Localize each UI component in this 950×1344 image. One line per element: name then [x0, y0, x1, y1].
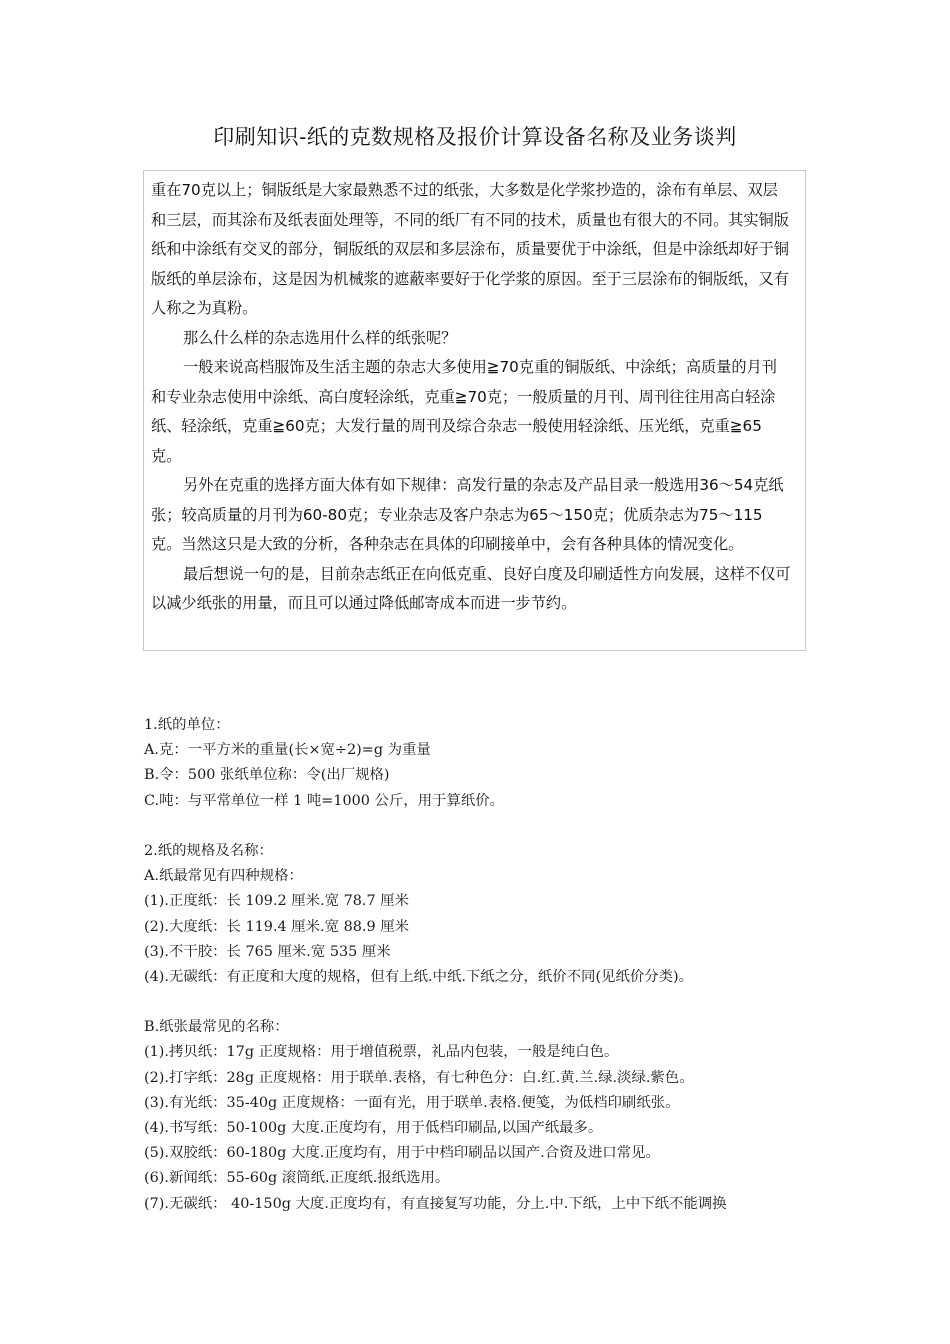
sub-heading: B.纸张最常见的名称：: [144, 1019, 289, 1036]
excerpt-paragraph: 那么什么样的杂志选用什么样的纸张呢？: [183, 328, 457, 347]
list-item: (2).打字纸：28g 正度规格：用于联单.表格，有七种色分：白.红.黄.兰.绿.淡绿.紫色。: [144, 1069, 694, 1086]
list-item: A.克：一平方米的重量(长×宽÷2)=g 为重量: [144, 742, 431, 759]
list-item: C.吨：与平常单位一样 1 吨=1000 公斤，用于算纸价。: [144, 792, 505, 809]
excerpt-paragraph: 另外在克重的选择方面大体有如下规律：高发行量的杂志及产品目录一般选用36～54克纸张；较高质量的月刊为60-80克；专业杂志及客户杂志为65～150克；优质杂志为75～115克。当然这只是大致的分析，各种杂志在具体的印刷接单中，会有各种具体的情况变化。: [151, 476, 784, 553]
list-item: B.令：500 张纸单位称：令(出厂规格): [144, 767, 390, 784]
spacer: [144, 990, 814, 1015]
excerpt-paragraph: 最后想说一句的是，目前杂志纸正在向低克重、良好白度及印刷适性方向发展，这样不仅可以减少纸张的用量，而且可以通过降低邮寄成本而进一步节约。: [151, 564, 791, 612]
section-heading-units: 1.纸的单位：: [144, 717, 230, 733]
quoted-excerpt: [143, 170, 806, 651]
list-item: (4).书写纸：50-100g 大度.正度均有，用于低档印刷品,以国产纸最多。: [144, 1120, 603, 1136]
list-item: (6).新闻纸：55-60g 滚筒纸.正度纸.报纸选用。: [144, 1170, 450, 1187]
spacer: [144, 814, 814, 839]
excerpt-paragraph: 重在70克以上；铜版纸是大家最熟悉不过的纸张，大多数是化学浆抄造的，涂布有单层、双层和三层，而其涂布及纸表面处理等，不同的纸厂有不同的技术，质量也有很大的不同。其实铜版纸和中涂纸有交叉的部分，铜版纸的双层和多层涂布，质量要优于中涂纸，但是中涂纸却好于铜版纸的单层涂布，这是因为机械浆的遮蔽率要好于化学浆的原因。至于三层涂布的铜版纸，又有人称之为真粉。: [151, 181, 789, 317]
list-item: (7).无碳纸： 40-150g 大度.正度均有，有直接复写功能，分上.中.下纸，上中下纸不能调换: [144, 1195, 727, 1212]
list-item: (3).不干胶：长 765 厘米.宽 535 厘米: [144, 943, 391, 960]
list-item: (4).无碳纸：有正度和大度的规格，但有上纸.中纸.下纸之分，纸价不同(见纸价分类)。: [144, 968, 694, 985]
list-item: (5).双胶纸：60-180g 大度.正度均有，用于中档印刷品以国产.合资及进口常见。: [144, 1145, 660, 1162]
document-title: 印刷知识-纸的克数规格及报价计算设备名称及业务谈判: [213, 125, 737, 149]
excerpt-paragraph: 一般来说高档服饰及生活主题的杂志大多使用≧70克重的铜版纸、中涂纸；高质量的月刊和专业杂志使用中涂纸、高白度轻涂纸，克重≧70克；一般质量的月刊、周刊往往用高白轻涂纸、轻涂纸，克重≧60克；大发行量的周刊及综合杂志一般使用轻涂纸、压光纸，克重≧65克。: [151, 358, 777, 465]
list-item: (2).大度纸：长 119.4 厘米.宽 88.9 厘米: [144, 918, 409, 935]
sub-heading: A.纸最常见有四种规格：: [144, 868, 303, 885]
section-heading-specs: 2.纸的规格及名称：: [144, 842, 273, 859]
body-text: [144, 713, 814, 1217]
list-item: (1).拷贝纸：17g 正度规格：用于增值税票，礼品内包装，一般是纯白色。: [144, 1044, 619, 1061]
list-item: (3).有光纸：35-40g 正度规格：一面有光，用于联单.表格.便笺，为低档印刷纸张。: [144, 1094, 680, 1111]
list-item: (1).正度纸：长 109.2 厘米.宽 78.7 厘米: [144, 893, 409, 910]
